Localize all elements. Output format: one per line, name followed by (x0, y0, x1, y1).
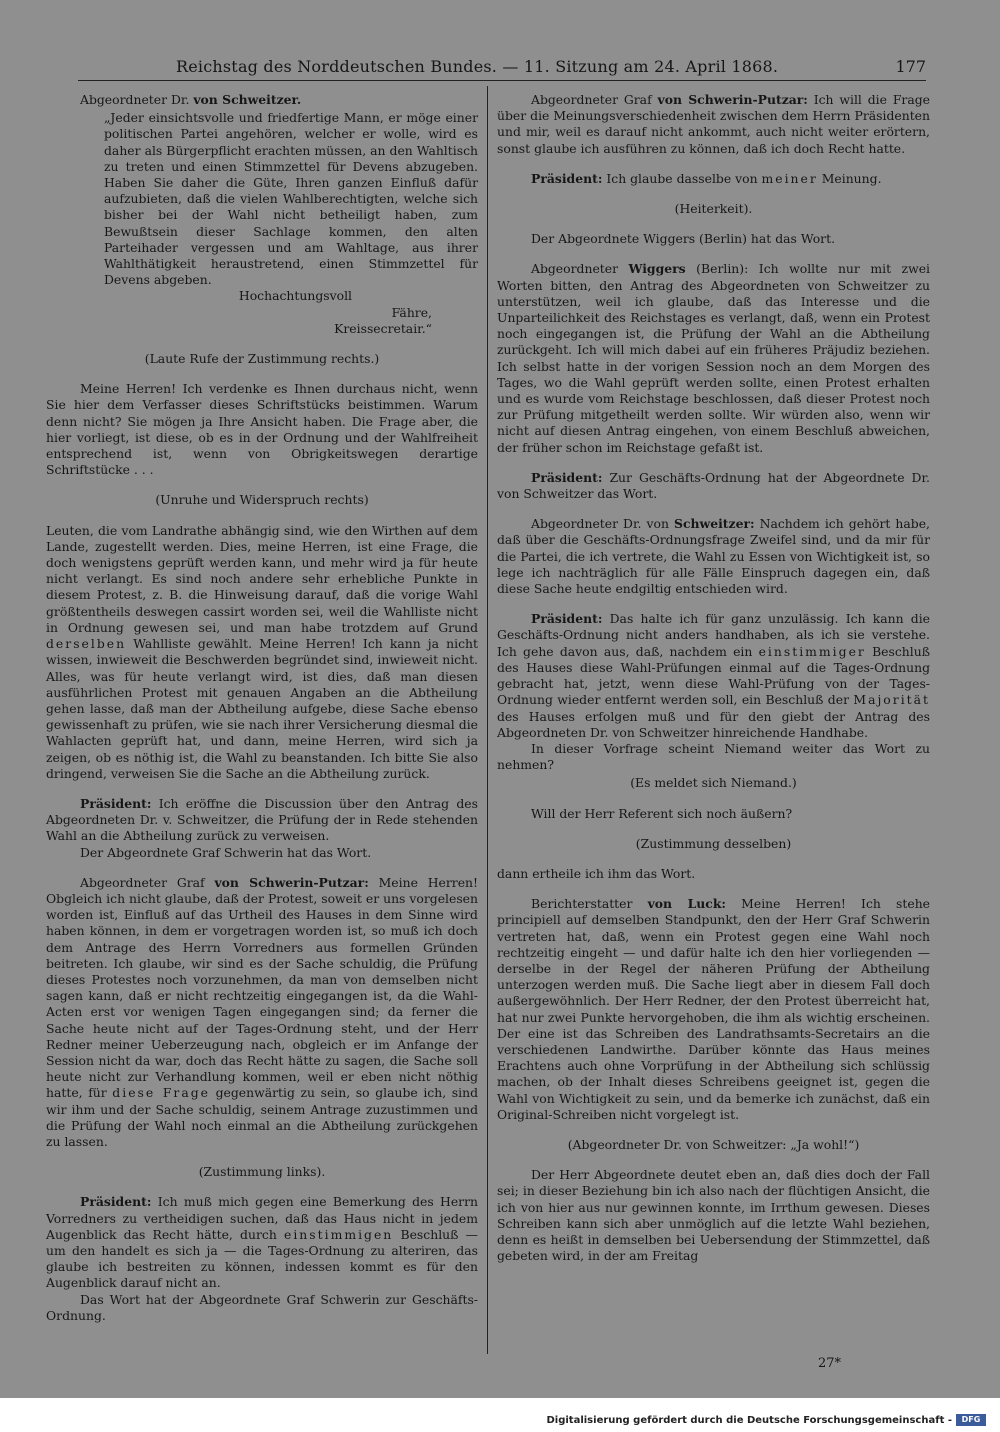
paragraph: In dieser Vorfrage scheint Niemand weiter das Wort zu nehmen? (497, 740, 930, 773)
president-speech: Präsident: Das halte ich für ganz unzulässig. Ich kann die Geschäfts-Ordnung nicht anders handhaben, als ich sie verstehe. Ich gehe davon aus, daß, nachdem ein einstimmiger Beschluß des Hauses diese Wahl-Prüfungen einmal auf die Tages-Ordnung gebracht hat, jetzt, wenn diese Wahl-Prüfung von der Tages-Ordnung wieder entfernt werden soll, ein Beschluß der Majorität des Hauses erfolgen muß und für den giebt der Antrag des Abgeordneten Dr. von Schweitzer hinreichende Handhabe. (497, 611, 931, 740)
speaker-name: von Schwerin-Putzar: (657, 92, 808, 107)
paragraph: Meine Herren! Ich verdenke es Ihnen durchaus nicht, wenn Sie hier dem Verfasser dieses Schriftstücks beistimmen. Warum denn nicht? Sie mögen ja Ihre Ansicht haben. Die Frage aber, die hier vorliegt, ist diese, ob es in der Ordnung und der Wahlfreiheit entsprechend ist, wenn von Obrigkeitswegen derartige Schriftstücke . . . (46, 381, 478, 478)
president-speech: Präsident: Ich muß mich gegen eine Bemerkung des Herrn Vorredners zu vertheidigen suchen, daß das Haus nicht in jedem Augenblick das Recht hätte, durch einstimmigen Beschluß — um den handelt es sich ja — die Tages-Ordnung zu alteriren, das glaube ich bestreiten zu können, indessen kommt es für den Augenblick darauf nicht an. (46, 1194, 478, 1291)
president-label: Präsident: (531, 611, 603, 627)
interjection: (Zustimmung links). (198, 1164, 326, 1180)
left-column (46, 92, 478, 1324)
page-header (78, 54, 926, 81)
interjection: (Laute Rufe der Zustimmung rechts.) (144, 351, 380, 367)
president-speech: Präsident: Zur Geschäfts-Ordnung hat der Abgeordnete Dr. von Schweitzer das Wort. (497, 469, 930, 502)
president-label: Präsident: (531, 170, 603, 186)
paragraph: Will der Herr Referent sich noch äußern? (531, 805, 793, 821)
quoted-letter: „Jeder einsichtsvolle und friedfertige Mann, er möge einer politischen Partei angehören, welcher er wolle, wird es daher als Bürgerpflicht erachten müssen, an den Wahltisch zu treten und einen Stimmzettel für Devens abzugeben. Haben Sie daher die Güte, Ihren ganzen Einfluß dafür aufzubieten, daß die vielen Wahlberechtigten, welche sich bisher bei der Wahl nicht betheiligt haben, zum Bewußtsein dieser Sachlage kommen, den alten Parteihader vergessen und am Wahltage, aus ihrer Wahlthätigkeit heraustretend, einen Stimmzettel für Devens abgeben. (104, 110, 478, 288)
schwerin-speech: Abgeordneter Graf von Schwerin-Putzar: Ich will die Frage über die Meinungsverschiedenheit zwischen dem Herrn Präsidenten und mir, weil es darauf nicht ankommt, auch nicht weiter erörtern, sonst glaube ich ausführen zu können, daß ich doch Recht hatte. (497, 92, 930, 156)
right-column (497, 92, 930, 1264)
interjection: (Unruhe und Widerspruch rechts) (155, 492, 369, 508)
footer-bar (0, 1398, 1000, 1432)
paragraph: Das Wort hat der Abgeordnete Graf Schwerin zur Geschäfts-Ordnung. (46, 1291, 478, 1323)
page-number: 177 (895, 57, 926, 76)
schweitzer-speech: Abgeordneter Dr. von Schweitzer: Nachdem ich gehört habe, daß über die Geschäfts-Ordnungsfrage Zweifel sind, und da mir für die Partei, die ich vertrete, die Wahl zu Essen von Wichtigkeit ist, so lege ich nachträglich für alle Fälle Einspruch dagegen ein, daß diese Sache heute endgiltig entschieden wird. (497, 516, 930, 597)
speaker-name: Wiggers (628, 261, 686, 277)
wiggers-speech: Abgeordneter Wiggers (Berlin): Ich wollte nur mit zwei Worten bitten, den Antrag des Abgeordneten von Schweitzer zu unterstützen, weil ich glaube, daß das Interesse und die Unparteilichkeit des Reichstages es verlangt, daß, wenn ein Protest noch eingegangen ist, die Prüfung der Wahl an die Abtheilung zurückgeht. Ich will mich dabei auf ein früheres Präjudiz beziehen. Ich selbst hatte in der vorigen Session noch an dem Morgen des Tages, wo die Wahl geprüft werden sollte, einen Protest erhalten und es wurde vom Reichstage beschlossen, daß dieser Protest noch zur Prüfung mitgetheilt werden sollte. Wir würden also, wenn wir nicht auf diesen Antrag eingehen, von einem Beschluß abweichen, der früher schon im Reichstage gefaßt ist. (497, 261, 930, 455)
interjection: (Zustimmung desselben) (635, 835, 792, 851)
letter-signature-title: Kreissecretair.“ (334, 320, 432, 336)
interjection: (Heiterkeit). (674, 201, 753, 217)
president-label: Präsident: (80, 795, 152, 811)
paragraph: Der Abgeordnete Wiggers (Berlin) hat das Wort. (531, 231, 836, 247)
president-label: Präsident: (80, 1194, 152, 1210)
speaker-name: Schweitzer: (674, 516, 755, 532)
paragraph: dann ertheile ich ihm das Wort. (497, 865, 696, 881)
sheet-mark: 27* (818, 1356, 842, 1371)
president-speech: Präsident: Ich glaube dasselbe von meiner Meinung. (531, 170, 882, 186)
interjection: (Abgeordneter Dr. von Schweitzer: „Ja wohl!“) (567, 1136, 860, 1152)
paragraph: Der Abgeordnete Graf Schwerin hat das Wort. (80, 844, 372, 860)
column-divider (487, 86, 488, 1354)
speaker-line: Abgeordneter Dr. von Schweitzer. (80, 92, 302, 107)
paragraph: Der Herr Abgeordnete deutet eben an, daß dies doch der Fall sei; in dieser Beziehung bin ich also nach der flüchtigen Ansicht, die ich von hier aus nur gewinnen konnte, im Irrthum gewesen. Dieses Schreiben kann sich aber unmöglich auf die letzte Wahl beziehen, denn es heißt in demselben bei Uebersendung der Stimmzettel, daß gebeten wird, in der am Freitag (497, 1167, 930, 1264)
president-label: Präsident: (531, 469, 603, 485)
speaker-name: von Luck: (647, 896, 727, 912)
footer-credit: Digitalisierung gefördert durch die Deutsche Forschungsgemeinschaft - (546, 1415, 952, 1426)
dfg-logo-icon: DFG (956, 1414, 986, 1426)
page-header-title: Reichstag des Norddeutschen Bundes. — 11. Sitzung am 24. April 1868. (176, 57, 779, 76)
schwerin-speech: Abgeordneter Graf von Schwerin-Putzar: Meine Herren! Obgleich ich nicht glaube, daß der Protest, soweit er uns vorgelesen worden ist, Einfluß auf das Urtheil des Hauses in dem Sinne wird haben können, in dem er vorgetragen worden ist, so muß ich doch dem Antrage des Herrn Vorredners aus formellen Gründen beitreten. Ich glaube, wir sind es der Sache schuldig, die Prüfung dieses Protestes noch vorzunehmen, da man von demselben nicht sagen kann, daß er nicht rechtzeitig eingegangen ist, da die Wahl-Acten erst vor wenigen Tagen eingegangen sind; da ferner die Sache heute nicht auf der Tages-Ordnung steht, und der Herr Redner meiner Ueberzeugung nach, obgleich er im Anfange der Session nicht da war, doch das Recht hätte zu sagen, die Sache soll heute nicht zur Verhandlung kommen, weil er eben nicht nöthig hatte, für diese Frage gegenwärtig zu sein, so glaube ich, sind wir ihm und der Sache schuldig, seinem Antrage zuzustimmen und die Prüfung der Wahl noch einmal an die Abtheilung zurückgehen zu lassen. (46, 874, 478, 1149)
luck-speech: Berichterstatter von Luck: Meine Herren! Ich stehe principiell auf demselben Standpunkt, den der Herr Graf Schwerin vertreten hat, daß, wenn ein Protest gegen eine Wahl noch rechtzeitig eingeht — und dafür halte ich den hier vorliegenden — derselbe in der Regel der näheren Prüfung der Abtheilung unterzogen werden muß. Die Sache liegt aber in diesem Fall doch außergewöhnlich. Der Herr Redner, der den Protest überreicht hat, hat nur zwei Punkte hervorgehoben, die ihm als wichtig erscheinen. Der eine ist das Schreiben des Landrathsamts-Secretairs an die verschiedenen Landwirthe. Darüber könnte das Haus meines Erachtens auch ohne Vorprüfung in der Abtheilung sich schlüssig machen, ob der Inhalt dieses Schreibens geeignet ist, gegen die Wahl von Wichtigkeit zu sein, und da bemerke ich zunächst, daß ein Original-Schreiben nicht vorgelegt ist. (497, 896, 931, 1122)
speaker-name: von Schweitzer. (193, 92, 302, 107)
letter-closing: Hochachtungsvoll (238, 288, 352, 304)
president-speech: Präsident: Ich eröffne die Discussion über den Antrag des Abgeordneten Dr. v. Schweitzer, die Prüfung der in Rede stehenden Wahl an die Abtheilung zurück zu verweisen. (46, 795, 478, 844)
interjection: (Es meldet sich Niemand.) (630, 775, 797, 791)
paragraph: Leuten, die vom Landrathe abhängig sind, wie den Wirthen auf dem Lande, zugestellt werden. Dies, meine Herren, ist eine Frage, die doch wenigstens geprüft werden kann, und mehr wird ja für heute nicht verlangt. Es sind noch andere sehr erhebliche Punkte in diesem Protest, z. B. die Hinweisung darauf, daß die vorige Wahl größtentheils deswegen cassirt worden sei, weil die Wahlliste nicht in Ordnung gewesen sei, und man habe trotzdem auf Grund derselben Wahlliste gewählt. Meine Herren! Ich kann ja nicht wissen, inwieweit die Beschwerden begründet sind, inwieweit nicht. Alles, was für heute verlangt wird, ist dies, daß man diesen ausführlichen Protest mit genauen Angaben an die Abtheilung gehen lasse, daß man der Abtheilung aufgebe, diese Sache ebenso gewissenhaft zu prüfen, wie sie nach ihrer Versicherung diesmal die Wahlacten geprüft hat, und dann, meine Herren, wird sich ja zeigen, ob es nöthig ist, die Wahl zu beanstanden. Ich bitte Sie also dringend, verweisen Sie die Sache an die Abtheilung zurück. (46, 522, 478, 781)
speaker-name: von Schwerin-Putzar: (214, 874, 369, 890)
letter-signature-name: Fähre, (391, 304, 432, 320)
